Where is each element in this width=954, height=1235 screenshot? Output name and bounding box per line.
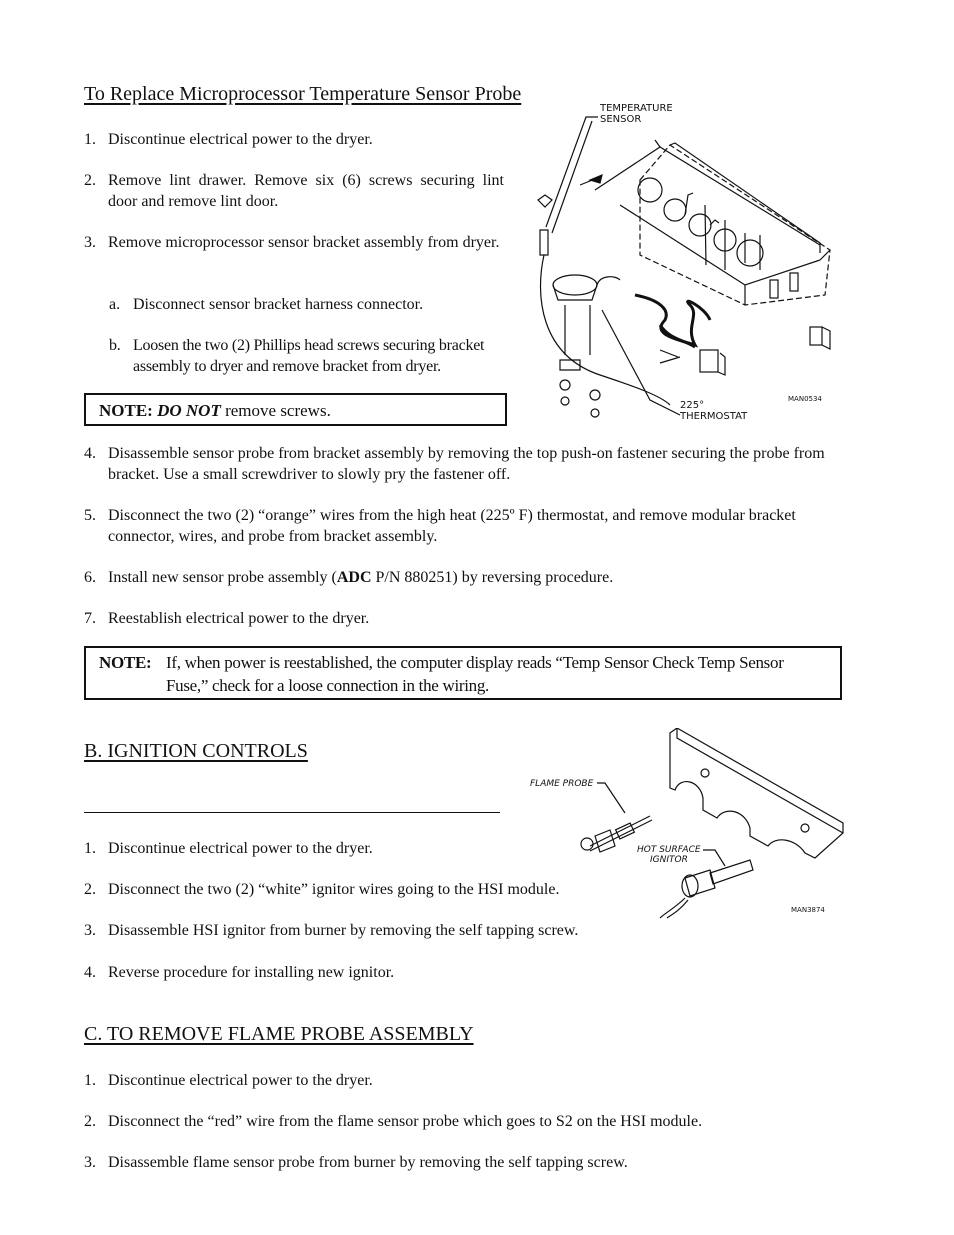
step-number: 7. <box>84 610 96 627</box>
brand-name: ADC <box>336 569 372 586</box>
substep-text: Loosen the two (2) Phillips head screws securing bracket assembly to dryer and remove bracket from dryer. <box>133 337 485 375</box>
substep-text: Disconnect sensor bracket harness connector. <box>133 296 424 313</box>
section-title-temp-sensor: To Replace Microprocessor Temperature Sensor Probe <box>84 83 522 105</box>
divider <box>84 812 500 813</box>
step-number: 3. <box>84 922 96 939</box>
figure-label-ignitor: IGNITOR <box>650 855 688 865</box>
step-text: Discontinue electrical power to the dryer. <box>108 1072 373 1089</box>
step-text: Disassemble sensor probe from bracket assembly by removing the top push-on fastener securing the probe from bracket. Use a small screwdriver to slowly pry the fastener off. <box>108 445 825 483</box>
step-number: 3. <box>84 234 96 251</box>
step-text: Remove lint drawer. Remove six (6) screws securing lint door and remove lint door. <box>108 172 504 210</box>
step-number: 3. <box>84 1154 96 1171</box>
note-box <box>84 393 507 426</box>
step-text: Disassemble HSI ignitor from burner by removing the self tapping screw. <box>108 922 579 939</box>
step-text: Discontinue electrical power to the dryer. <box>108 131 373 148</box>
ignition-figure <box>525 728 845 920</box>
step-text: Reverse procedure for installing new ignitor. <box>108 964 395 981</box>
step-number: 2. <box>84 172 96 189</box>
step-text: Disassemble flame sensor probe from burner by removing the self tapping screw. <box>108 1154 628 1171</box>
figure-code: MAN3874 <box>791 906 825 914</box>
note-text: If, when power is reestablished, the computer display reads “Temp Sensor Check Temp Sensor Fuse,” check for a loose connection in the wiring. <box>166 653 784 695</box>
sensor-bracket-figure <box>520 95 850 430</box>
step-text: Remove microprocessor sensor bracket assembly from dryer. <box>108 234 500 251</box>
step-number: 5. <box>84 507 96 524</box>
step-number: 4. <box>84 445 96 462</box>
figure-label-thermostat: 225° <box>680 400 705 411</box>
step-text: Install new sensor probe assembly (ADC P/N 880251) by reversing procedure. <box>108 569 614 586</box>
step-text: Reestablish electrical power to the dryer. <box>108 610 370 627</box>
note-box <box>84 646 842 700</box>
figure-label-sensor: TEMPERATURE <box>600 103 673 114</box>
figure-code: MAN0534 <box>788 395 822 403</box>
step-number: 2. <box>84 881 96 898</box>
figure-label-flame-probe: FLAME PROBE <box>530 779 594 789</box>
step-number: 1. <box>84 1072 96 1089</box>
step-number: 1. <box>84 131 96 148</box>
step-number: 2. <box>84 1113 96 1130</box>
figure-label-sensor: SENSOR <box>600 114 642 125</box>
step-number: 4. <box>84 964 96 981</box>
substep-label: a. <box>109 296 121 313</box>
step-text: Disconnect the two (2) “orange” wires from the high heat (225º F) thermostat, and remove modular bracket connector, wires, and probe from bracket assembly. <box>108 507 796 545</box>
substep-label: b. <box>109 337 121 354</box>
section-title-flame-probe: C. TO REMOVE FLAME PROBE ASSEMBLY <box>84 1023 474 1045</box>
step-number: 1. <box>84 840 96 857</box>
step-text: Discontinue electrical power to the dryer. <box>108 840 373 857</box>
note-label: NOTE: <box>99 653 152 672</box>
section-title-ignition: B. IGNITION CONTROLS <box>84 740 308 762</box>
note-text: remove screws. <box>220 401 331 420</box>
note-label: NOTE: <box>99 401 153 420</box>
step-number: 6. <box>84 569 96 586</box>
figure-label-ignitor: HOT SURFACE <box>637 845 701 855</box>
figure-label-thermostat: THERMOSTAT <box>680 411 748 422</box>
step-text: Disconnect the two (2) “white” ignitor wires going to the HSI module. <box>108 881 560 898</box>
step-text: Disconnect the “red” wire from the flame sensor probe which goes to S2 on the HSI module. <box>108 1113 703 1130</box>
note-emphasis: DO NOT <box>157 401 221 420</box>
